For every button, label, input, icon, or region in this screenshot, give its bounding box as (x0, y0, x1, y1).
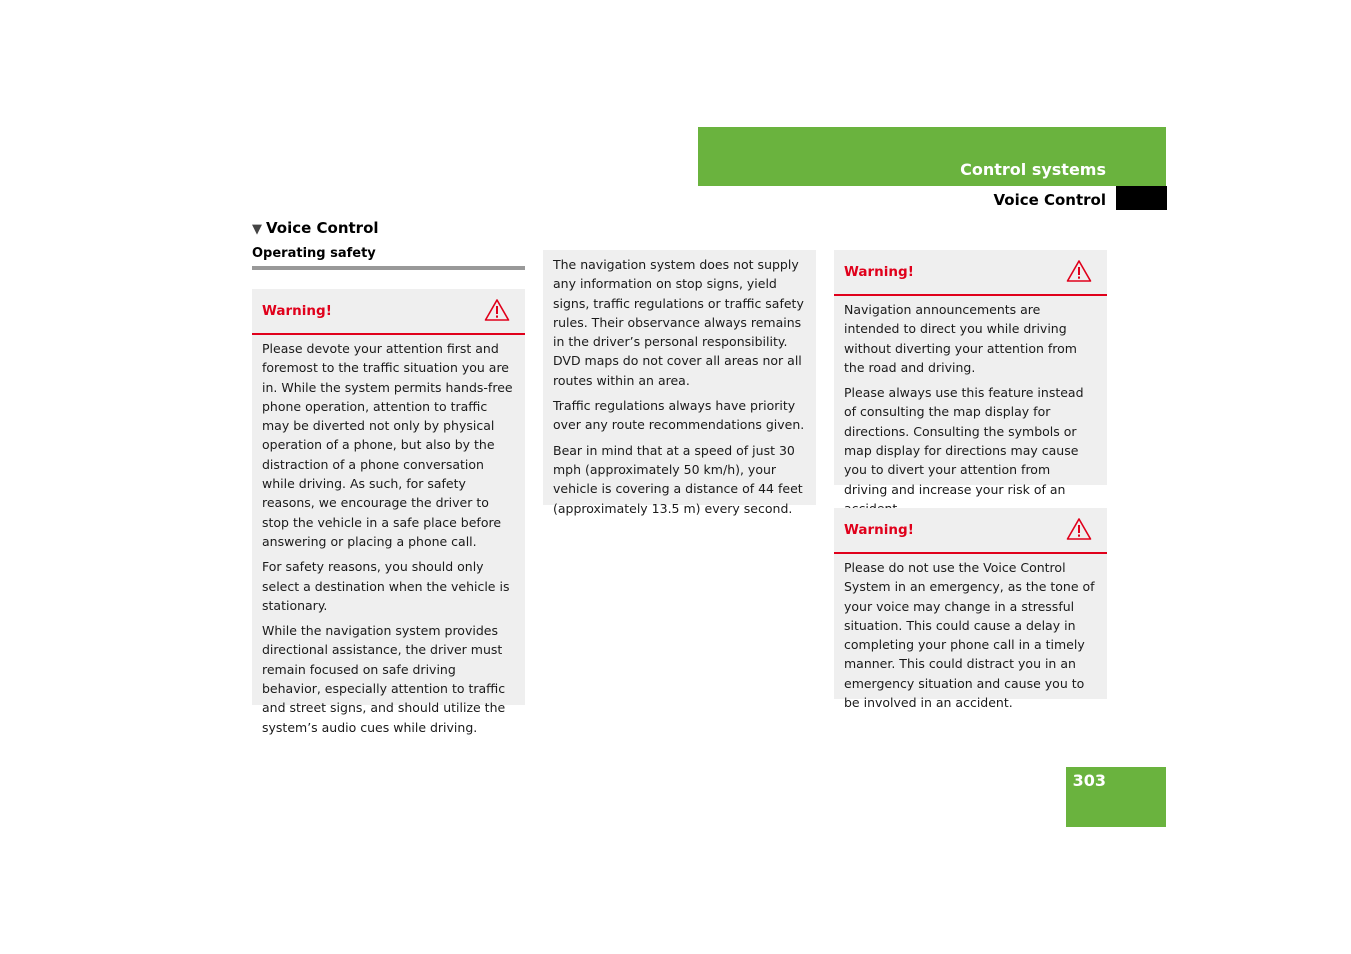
warning-box-1 (252, 289, 525, 735)
warning-body (252, 335, 525, 749)
warning-label: Warning! (844, 264, 914, 280)
paragraph: While the navigation system provides directional assistance, the driver must remain focused on safe driving behavior, especially attention to traffic and street signs, and should utilize the system’s audio cues while driving. (262, 623, 506, 735)
warning-box-2 (834, 250, 1107, 497)
info-body (543, 250, 816, 530)
paragraph: Navigation announcements are intended to direct you while driving without diverting your attention from the road and driving. (844, 302, 1077, 375)
warning-header (834, 508, 1107, 554)
section-tab-marker (1116, 186, 1167, 210)
warning-header (252, 289, 525, 335)
paragraph: Please devote your attention first and foremost to the traffic situation you are in. While the system permits hands-free phone operation, attention to traffic may be diverted not only by physical operation of a phone, but also by the distraction of a phone conversation while driving. As such, for safety reasons, we encourage the driver to stop the vehicle in a safe place before answering or placing a phone call. (262, 341, 513, 549)
subheading-rule (252, 266, 525, 270)
warning-triangle-icon (484, 298, 510, 322)
page-number: 303 (1072, 771, 1106, 790)
page-title-text: Voice Control (266, 219, 379, 237)
warning-label: Warning! (844, 522, 914, 538)
page-title (252, 219, 379, 237)
warning-triangle-icon (1066, 517, 1092, 541)
paragraph: Bear in mind that at a speed of just 30 mph (approximately 50 km/h), your vehicle is covering a distance of 44 feet (approximately 13.5 m) every second. (553, 442, 803, 516)
warning-label: Warning! (262, 303, 332, 319)
paragraph: Please do not use the Voice Control System in an emergency, as the tone of your voice may change in a stressful situation. This could cause a delay in completing your phone call in a timely manner. This could distract you in an emergency situation and cause you to be involved in an accident. (844, 560, 1095, 711)
triangle-bullet-icon: ▼ (252, 222, 262, 237)
paragraph: Please always use this feature instead of consulting the map display for directions. Consulting the symbols or map display for directions may cause you to divert your attention from driving and increase your risk of an (844, 385, 1084, 497)
section-title-header: Voice Control (993, 191, 1106, 209)
warning-triangle-icon (1066, 259, 1092, 283)
paragraph: The navigation system does not supply any information on stop signs, yield signs, traffic regulations or traffic safety rules. Their observance always remains in the driver’s personal responsibility. DVD maps do not cover all areas nor all routes within an area. (553, 257, 804, 388)
info-box (543, 250, 816, 516)
warning-box-3 (834, 508, 1107, 711)
warning-body (834, 296, 1107, 530)
paragraph: For safety reasons, you should only select a destination when the vehicle is stationary. (262, 559, 510, 613)
chapter-title: Control systems (960, 160, 1106, 179)
subheading: Operating safety (252, 246, 376, 261)
paragraph: Traffic regulations always have priority over any route recommendations given. (553, 398, 805, 433)
warning-body (834, 554, 1107, 724)
warning-header (834, 250, 1107, 296)
